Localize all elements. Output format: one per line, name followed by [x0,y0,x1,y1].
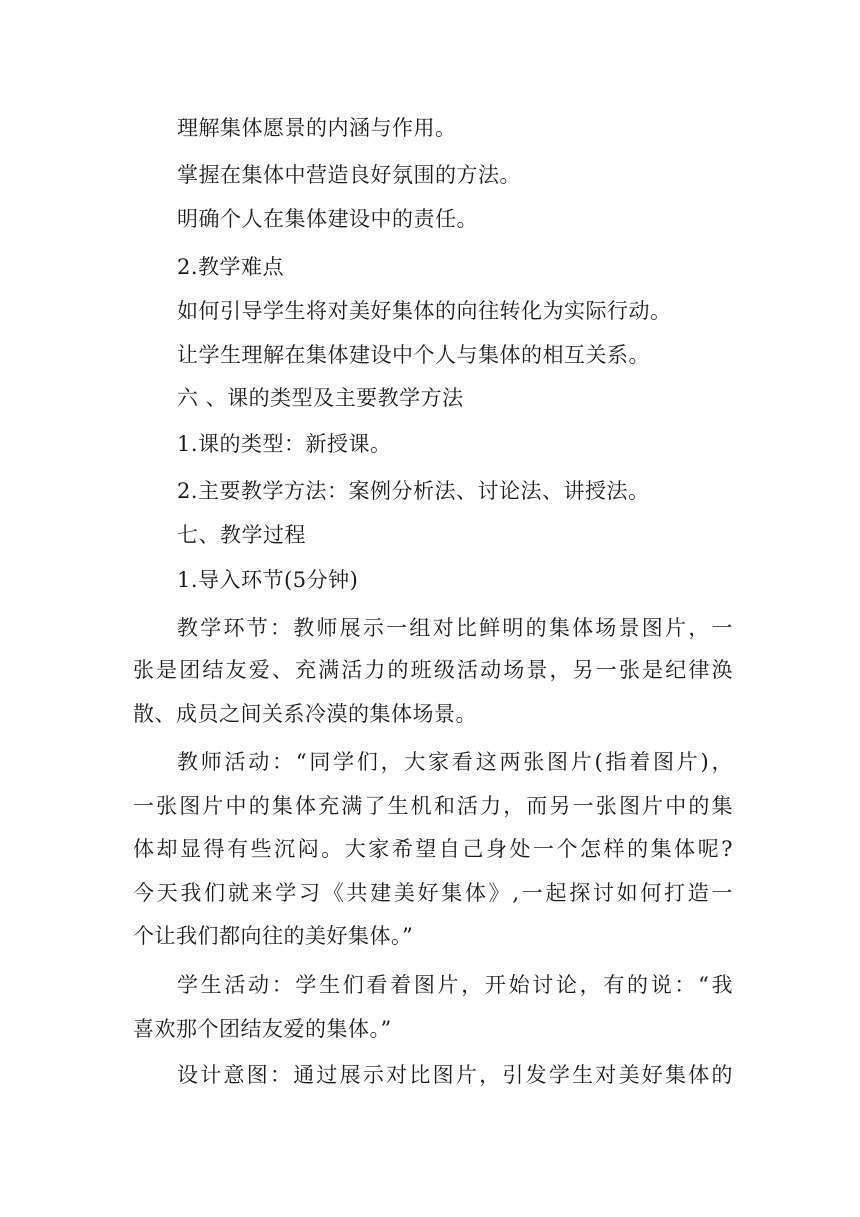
section-subheading: 1.导入环节(5分钟) [177,568,359,592]
section-subheading: 2.教学难点 [177,255,285,279]
section-heading: 七、教学过程 [177,523,306,547]
paragraph-line: 如何引导学生将对美好集体的向往转化为实际行动。 [177,299,672,323]
paragraph-line: 教师活动：“同学们，大家看这两张图片(指着图片)， [177,750,733,774]
paragraph-line: 喜欢那个团结友爱的集体。” [133,1017,392,1041]
paragraph-line: 今天我们就来学习《共建美好集体》,一起探讨如何打造一 [133,881,733,905]
paragraph-line: 让学生理解在集体建设中个人与集体的相互关系。 [177,343,650,367]
paragraph-line: 张是团结友爱、充满活力的班级活动场景，另一张是纪律涣 [133,658,733,682]
paragraph-line: 1.课的类型：新授课。 [177,432,392,456]
paragraph-line: 理解集体愿景的内涵与作用。 [177,116,457,140]
paragraph-line: 教学环节：教师展示一组对比鲜明的集体场景图片，一 [177,616,733,640]
paragraph-line: 掌握在集体中营造良好氛围的方法。 [177,163,521,187]
paragraph-line: 一张图片中的集体充满了生机和活力，而另一张图片中的集 [133,794,733,818]
paragraph-line: 个让我们都向往的美好集体。” [133,924,414,948]
paragraph-line: 2.主要教学方法：案例分析法、讨论法、讲授法。 [177,479,650,503]
paragraph-line: 设计意图：通过展示对比图片，引发学生对美好集体的 [177,1063,733,1087]
section-heading: 六 、课的类型及主要教学方法 [177,386,464,410]
paragraph-line: 学生活动：学生们看着图片，开始讨论，有的说：“我 [177,973,733,997]
paragraph-line: 明确个人在集体建设中的责任。 [177,207,478,231]
paragraph-line: 体却显得有些沉闷。大家希望自己身处一个怎样的集体呢? [133,837,733,861]
paragraph-line: 散、成员之间关系冷漠的集体场景。 [133,702,477,726]
